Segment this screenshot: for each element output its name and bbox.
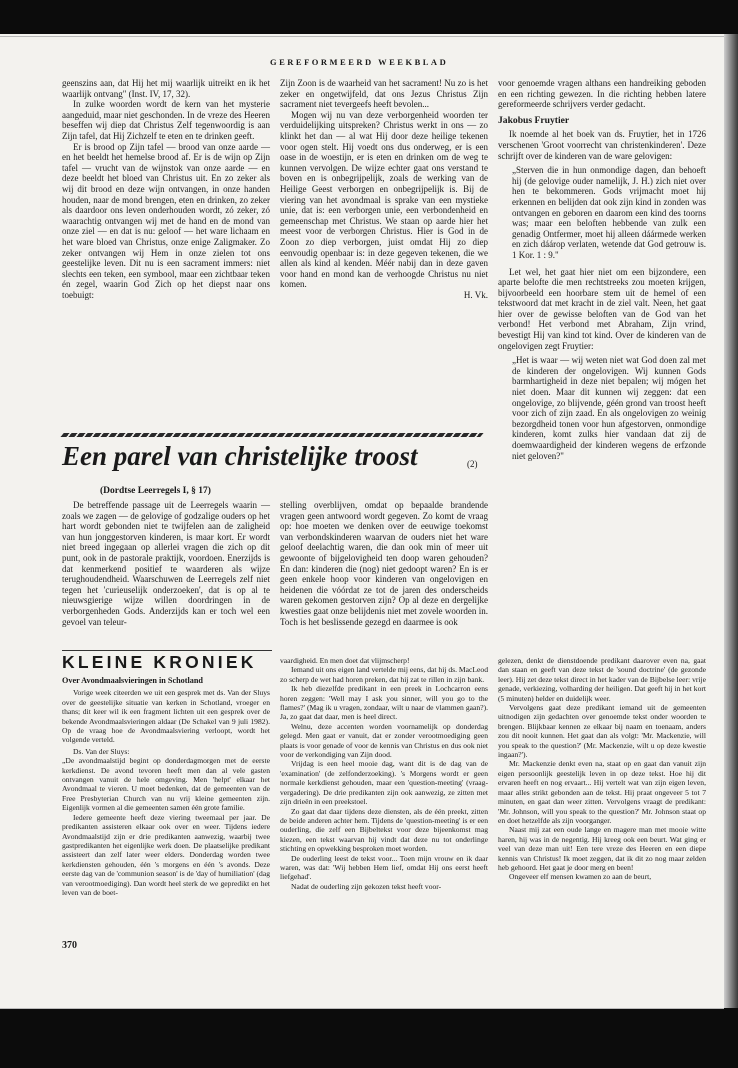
kroniek-column-3 bbox=[498, 656, 706, 882]
section-title: KLEINE KRONIEK bbox=[62, 652, 257, 672]
kroniek-column-1 bbox=[62, 676, 270, 897]
paragraph: Let wel, het gaat hier niet om een bijzondere, een aparte belofte die men rechtstreeks zou moeten krijgen, bijvoorbeeld een hoorbare stem uit de hemel of een tekstwoord dat met kracht in de ziel valt. Neen, het gaat hier over de gewisse beloften van de God van het verbond! Het verbond met Abraham, Zijn vrind, bevestigt Hij van kind tot kind. Over de kinderen van de ongelovigen zegt Fruytier: bbox=[498, 266, 706, 351]
paragraph: Nadat de ouderling zijn gekozen tekst heeft voor- bbox=[291, 881, 442, 891]
paragraph: Vorige week citeerden we uit een gesprek met ds. Van der Sluys over de geestelijke situatie van kerken in Schotland, vroeger en thans; dit keer wil ik een fragment lichten uit een gesprek over de bekende Avondmaalsvieringen aldaar (De Schakel van 9 juli 1982). Op de vraag hoe de Avondmaalsviering verloopt, wordt het volgende verteld. bbox=[62, 688, 270, 745]
block-quote: „Het is waar — wij weten niet wat God doen zal met de kinderen der ongelovigen. Wij kunnen Gods barmhartigheid in deze niet bepalen; wij mógen het niet doen. Maar dit kunnen wij zeggen: dat een ongelovige, zo blijvende, géén grond van troost heeft voor zich of zijn zaad. En als ongelovigen zo weinig bezorgdheid tonen voor hun afgestorven, onmondige kinderen, komt zulks hier vandaan dat zij de doemwaardigheid der kinderen wegens de erfzonde niet geloven?" bbox=[512, 355, 706, 461]
paragraph: „De avondmaalstijd begint op donderdagmorgen met de eerste kerkdienst. De avond tevoren heeft men dan al vele gasten ontvangen vanuit de hele omgeving. Men 'helpt' elkaar het Avondmaal te vieren. U moet bedenken, dat de gemeenten van de Free Presbyterian Church van nu vrij kleine gemeenten zijn. Eigenlijk vormen al die gemeenten samen één grote familie. bbox=[62, 756, 270, 813]
top-column-1 bbox=[62, 78, 270, 300]
section-subheading: Over Avondmaalsvieringen in Schotland bbox=[62, 676, 203, 685]
paragraph: Mr. Mackenzie denkt even na, staat op en gaat dan vanuit zijn eigen persoonlijk geestelijk leven in op deze tekst. Hoe hij dit ervaren heeft en nog ervaart... Hij vertelt wat van zijn eigen leven, maar alles strikt gebonden aan de tekst. Hij praat ongeveer 5 tot 7 minuten, en gaat dan weer zitten. Vervolgens vraagt de predikant: 'Mr. Johnson, will you speak to the question?' Mr. Johnson staat op en doet hetzelfde als zijn voorganger. bbox=[498, 759, 706, 825]
paragraph: Ongeveer elf mensen kwamen zo aan de beurt, bbox=[509, 872, 652, 882]
article-title: Een parel van christelijke troost bbox=[62, 441, 418, 471]
paragraph: Zo gaat dat daar tijdens deze diensten, als de één preekt, zitten de beide anderen achter hem. Tijdens de 'question-meeting' is er een ouderling, die zelf een Bijbeltekst voor deze bijeenkomst mag kiezen, een tekst waarvan hij vindt dat deze nu tot onderlinge stichting en opwekking besproken moet worden. bbox=[280, 806, 488, 854]
paragraph: Iemand uit ons eigen land vertelde mij eens, dat hij ds. MacLeod zo scherp de wet had horen preken, dat hij zat te rillen in zijn bank. bbox=[280, 665, 488, 684]
speaker-label: Ds. Van der Sluys: bbox=[73, 746, 130, 756]
paragraph: stelling overblijven, omdat op bepaalde brandende vragen geen antwoord wordt gegeven. Zo komt de vraag op: hoe moeten we denken over de eeuwige toekomst van verbondskinderen waarvan de ouders niet het ware geloof deelachtig waren, die dan ook min of meer uit gewoonte of bijgelovigheid ten doop waren gehouden? En dan: kinderen die (nog) niet gedoopt waren? En is er geen enkele hoop voor kinderen van ongelovigen en heidenen die vóórdat ze tot de jaren des onderscheids waren gekomen gestorven zijn? Op al deze en dergelijke kwesties gaat onze belijdenis niet met zovele woorden in. Toch is het beslissende gezegd en daarmee is ook bbox=[280, 500, 488, 627]
paragraph: Ik heb diezelfde predikant in een preek in Lochcarron eens horen zeggen: 'Well may I ask you sinner, will you go to the flames?' (Mag ik u vragen, zondaar, wilt u naar de vlammen gaan?). Ja, zo gaat dat daar, men is heel direct. bbox=[280, 684, 488, 722]
page-number: 370 bbox=[62, 940, 77, 951]
paragraph: Mogen wij nu van deze verborgenheid woorden ter verduidelijking uitspreken? Christus werkt in ons — zo klinkt het dan — al wat Hij door deze heilige tekenen voor ogen stelt. Hij voedt ons dus onderweg, er is een oase in de woestijn, er is eten en drinken om de weg te kunnen vervolgen. De wijze echter gaat ons verstand te boven en is onbegrijpelijk, zoals de werking van de Heilige Geest verborgen en onbegrijpelijk is. Bij de viering van het avondmaal is sprake van een mystieke unie, dat is: een verborgen unie, een verbondenheid en gemeenschap met Christus. We staan op aarde hier het meest voor de verborgen Christus. Hier is God in de Zoon zo diep verborgen, juist omdat Hij zo diep eenvoudig openbaar is: in deze gegeven tekenen, die we allen als kind al kenden. Méér nabij dan in deze gaven voor hand en mond kan de verhoogde Christus nu niet komen. bbox=[280, 109, 488, 290]
paragraph: Naast mij zat een oude lange en magere man met mooie witte haren, hij was in de negentig. Hij kreeg ook een beurt. Wat ging er veel van deze man uit! Een tere vreze des Heeren en een diepe kennis van Christus! Ik moet zeggen, dat ik dit zo nog maar zelden heb gehoord. Het gaat je door merg en been! bbox=[498, 825, 706, 872]
paragraph: Welnu, deze accenten worden voornamelijk op donderdag gelegd. Men gaat er vanuit, dat er zonder verootmoediging geen plaats is voor genade of voor de kennis van Christus en dus ook niet voor de verkondiging van Zijn dood. bbox=[280, 721, 488, 760]
paragraph: vaardigheid. En men doet dat vlijmscherp! bbox=[280, 656, 410, 665]
paragraph: Iedere gemeente heeft deze viering tweemaal per jaar. De predikanten assisteren elkaar ook over en weer. Tijdens iedere Avondmaalstijd zijn er drie predikanten aanwezig, waarbij twee gastpredikanten het eigenlijke werk doen. De plaatselijke predikant assisteert dan zelf later weer elders. Donderdag worden twee kerkdiensten gehouden, één 's morgens en één 's avonds. Deze eerste dag van de 'communion season' is de 'day of humiliation' (dag van verootmoediging). Dan wordt heel sterk de we gepredikt en het leven van de boet- bbox=[62, 812, 270, 897]
running-head: GEREFORMEERD WEEKBLAD bbox=[270, 57, 449, 67]
paragraph: Vervolgens gaat deze predikant iemand uit de gemeenten uitnodigen zijn gedachten over genoemde tekst onder woorden te brengen. Blijkbaar kennen ze elkaar bij naam en toenaam, anders zou dit nooit kunnen. Het gaat dan als volgt: 'Mr. Mackenzie, will you speak to the question?' (Mr. Mackenzie, wilt u op deze kwestie ingaan?'). bbox=[498, 703, 706, 760]
paragraph: Zijn Zoon is de waarheid van het sacrament! Nu zo is het zeker en ongetwijfeld, dat ons Jezus Christus Zijn sacrament niet tevergeefs heeft bevolen... bbox=[280, 78, 488, 110]
kroniek-column-2 bbox=[280, 656, 488, 891]
article-column-1 bbox=[62, 500, 270, 627]
top-column-3 bbox=[498, 78, 706, 467]
section-rule bbox=[62, 650, 272, 651]
paragraph: voor genoemde vragen althans een handreiking geboden en een richting gewezen. In die richting hebben latere gereformeerde schrijvers verder gedacht. bbox=[498, 78, 706, 110]
paragraph: De betreffende passage uit de Leerregels waarin — zoals we zagen — de gelovige of godzalige ouders op het hart wordt gebonden niet te twijfelen aan de zaligheid van hun jonggestorven kinderen, is maar kort. Er wordt niet breed ingegaan op allerlei vragen die zich op dit punt, ook in de pastorale praktijk, voordoen. Enerzijds is dat kenmerkend positief te waarderen als wijze terughoudendheid. Waarschuwen de Leerregels zelf niet tegen het 'curieuselijk onderzoeken', dat is op al te nieuwsgierige wijze willen doordringen in de verborgenheden Gods. Anderzijds kan er toch wel een gevoel van teleur- bbox=[62, 500, 270, 627]
paragraph: Vrijdag is een heel mooie dag, want dit is de dag van de 'examination' (de zelfonderzoeking). 's Morgens wordt er geen normale kerkdienst gehouden, maar een 'question-meeting' (vraag-vergadering). De drie predikanten zijn ook aanwezig, ze zitten met zijn drieën in een preekstoel. bbox=[280, 759, 488, 807]
paragraph: Ik noemde al het boek van ds. Fruytier, het in 1726 verschenen 'Groot voorrecht van christenkinderen'. Deze schrijft over de kinderen van de ware gelovigen: bbox=[498, 129, 706, 161]
top-rule bbox=[0, 36, 724, 37]
article-column-2 bbox=[280, 500, 488, 627]
article-subtitle: (Dordtse Leerregels I, § 17) bbox=[100, 486, 211, 496]
top-column-2 bbox=[280, 78, 488, 300]
paragraph: gelezen, denkt de dienstdoende predikant daarover even na, gaat dan staan en geeft van deze tekst de 'sound doctrine' (de gezonde leer). Hij zet deze tekst direct in het kader van de Bijbelse leer: vrije genade, verkiezing, volharding der heiligen. Dat geeft hij in het kort (5 minuten) helder en duidelijk weer. bbox=[498, 656, 706, 703]
article-number: (2) bbox=[467, 459, 478, 469]
section-heading: Jakobus Fruytier bbox=[498, 114, 570, 126]
paragraph: Er is brood op Zijn tafel — brood van onze aarde — en het beeldt het hemelse brood af. Er is de wijn op Zijn tafel — vrucht van de wijnstok van onze aarde — en deze beeldt het bloed van Christus uit. En zo zeker als wij dit brood en deze wijn ontvangen, in onze handen houden, naar de mond brengen, eten en drinken, zo zeker als daardoor ons leven onderhouden wordt, zó zeker, zó waarachtig ontvangen wij met de hand en de mond van onze ziel — en dat is nu: geloof — het ware lichaam en het ware bloed van Christus, onze enige Zaligmaker. Zo zeker ontvangen wij Hem in onze zielen tot ons geestelijke leven. Dit nu is een sacrament immers: niet slechts een teken, een symbool, maar een zichtbaar teken én zegel, waarin God Zich op het diepst naar ons toebuigt: bbox=[62, 141, 270, 300]
author-signature: H. Vk. bbox=[463, 289, 488, 300]
paragraph: geenszins aan, dat Hij het mij waarlijk uitreikt en ik het waarlijk ontvang" (Inst. IV, 17, 32). bbox=[62, 78, 270, 99]
paragraph: De ouderling leest de tekst voor... Toen mijn vrouw en ik daar waren, was dat: 'Wij hebben Hem lief, omdat Hij ons eerst heeft liefgehad'. bbox=[280, 853, 488, 882]
binding-shadow bbox=[724, 34, 738, 1008]
block-quote: „Sterven die in hun onmondige dagen, dan behoeft hij (de gelovige ouder namelijk, J. H.) zich niet over hen te bekommeren. Gods vrijmacht moet hij erkennen en belijden dat ook zijn kind in zonden was ontvangen en geboren en daarom een kind des toorns was; maar een beloften hebbende van zulk een genadig Ontfermer, moet hij alleen dáármede werken en zich dáárop verlaten, wetende dat God getrouw is. 1 Kor. 1 : 9." bbox=[512, 165, 706, 260]
paragraph: In zulke woorden wordt de kern van het mysterie aangeduid, maar niet geschonden. In de vreze des Heeren beseffen wij diep dat Christus Zelf tegenwoordig is aan Zijn tafel, dat Hij Zichzelf te eten en te drinken geeft. bbox=[62, 99, 270, 141]
